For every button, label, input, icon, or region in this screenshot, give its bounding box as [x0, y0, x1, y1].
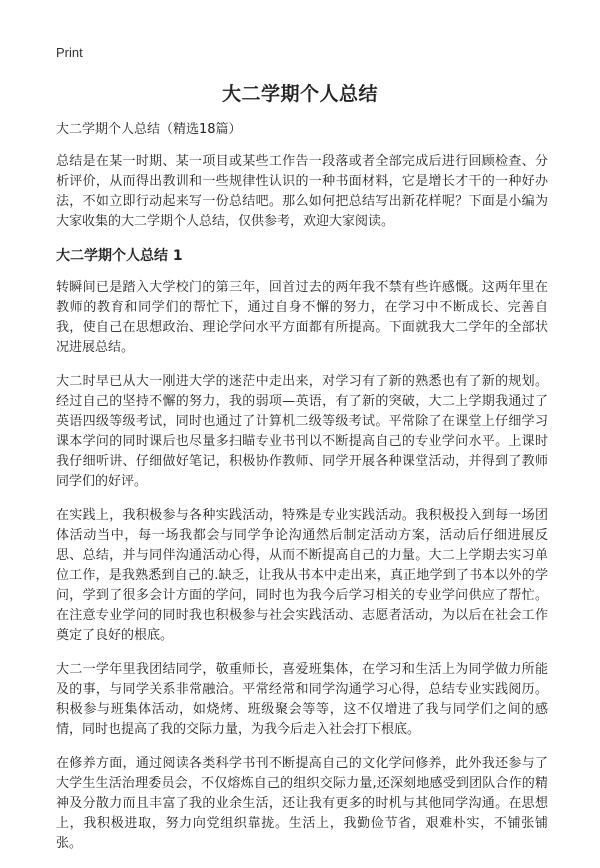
body-paragraph: 在实践上，我积极参与各种实践活动，特殊是专业实践活动。我积极投入到每一场团体活动当中，每一场我都会与同学争论沟通然后制定活动方案，活动后仔细进展反思、总结，并与同伴沟通活动心得，从而不断提高自己的力量。大二上学期去实习单位工作，是我熟悉到自己的.缺乏，让我从书本中走出来，真正地学到了书本以外的学问，学到了很多会计方面的学问，同时也为我今后学习相关的专业学问供应了帮忙。在注意专业学问的同时我也积极参与社会实践活动、志愿者活动，为以后在社会工作奠定了良好的根底。: [56, 508, 548, 643]
intro-paragraph: 总结是在某一时期、某一项目或某些工作告一段落或者全部完成后进行回顾检查、分析评价，从而得出教训和一些规律性认识的一种书面材料，它是增长才干的一种好办法，不如立即行动起来写一份总结吧。那么如何把总结写出新花样呢？下面是小编为大家收集的大二学期个人总结，仅供参考，欢迎大家阅读。: [56, 154, 548, 229]
page-title: 大二学期个人总结: [221, 83, 378, 105]
body-paragraph: 大二一学年里我团结同学，敬重师长，喜爱班集体，在学习和生活上为同学做力所能及的事，与同学关系非常融洽。平常经常和同学沟通学习心得，总结专业实践阅历。积极参与班集体活动，如烧烤、班级聚会等等，这不仅增进了我与同学们之间的感情，同时也提高了我的交际力量，为我今后走入社会打下根底。: [56, 662, 548, 737]
body-paragraph: 在修养方面，通过阅读各类科学书刊不断提高自己的文化学问修养，此外我还参与了大学生生活治理委员会，不仅熔炼自己的组织交际力量,还深刻地感受到团队合作的精神及分散力而且丰富了我的业余生活，还让我有更多的时机与其他同学沟通。在思想上，我积极进取，努力向党组织靠拢。生活上，我勤俭节省，艰难朴实，不铺张铺张。: [56, 756, 548, 851]
body-paragraph: 转瞬间已是踏入大学校门的第三年，回首过去的两年我不禁有些许感慨。这两年里在教师的教育和同学们的帮忙下，通过自身不懈的努力，在学习中不断成长、完善自我，使自己在思想政治、理论学问水平方面都有所提高。下面就我大二学年的全部状况进展总结。: [56, 280, 548, 355]
print-link[interactable]: Print: [56, 45, 83, 60]
article-subtitle: 大二学期个人总结（精选18篇）: [56, 122, 242, 137]
body-paragraph: 大二时早已从大一刚进大学的迷茫中走出来，对学习有了新的熟悉也有了新的规划。经过自己的坚持不懈的努力，我的弱项—英语，有了新的突破，大二上学期我通过了英语四级等级考试，同时也通过了计算机二级等级考试。平常除了在课堂上仔细学习课本学问的同时课后也尽量多扫瞄专业书刊以不断提高自己的专业学问水平。上课时我仔细听讲、仔细做好笔记，积极协作教师、同学开展各种课堂活动，并得到了教师同学们的好评。: [56, 374, 548, 489]
section-heading: 大二学期个人总结 1: [56, 248, 183, 264]
article-body: [56, 120, 548, 868]
